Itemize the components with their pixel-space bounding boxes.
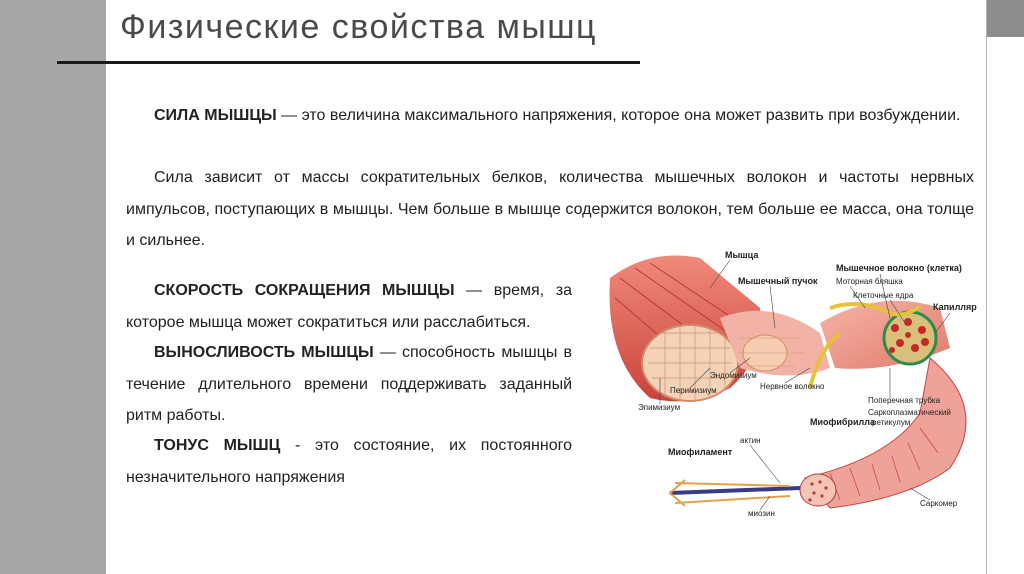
label-nerve-fiber: Нервное волокно: [760, 382, 825, 391]
page-title: Физические свойства мышц: [120, 8, 598, 46]
paragraph-strength: [126, 100, 974, 132]
label-epimysium: Эпимизиум: [638, 403, 681, 412]
label-myosin: миозин: [748, 509, 775, 518]
corner-block: [987, 0, 1024, 37]
myofilament-illustration: [670, 480, 800, 506]
definition-strength: — это величина максимального напряжения, которое она может развить при возбуждении.: [276, 107, 961, 124]
label-sr-2: ретикулум: [872, 418, 911, 427]
label-bundle: Мышечный пучок: [738, 276, 818, 286]
label-capillary: Капилляр: [933, 302, 977, 312]
muscle-structure-diagram: [590, 238, 990, 528]
myofibril-illustration: [800, 358, 966, 508]
term-tone: ТОНУС МЫШЦ: [154, 437, 281, 454]
left-sidebar-bar: [0, 0, 106, 574]
label-fiber: Мышечное волокно (клетка): [836, 263, 962, 273]
term-strength: СИЛА МЫШЦЫ: [154, 107, 277, 124]
label-sarcomere: Саркомер: [920, 499, 958, 508]
term-endurance: ВЫНОСЛИВОСТЬ МЫШЦЫ: [154, 344, 374, 361]
label-myofilament: Миофиламент: [668, 447, 733, 457]
strength-factors-text: Сила зависит от массы сократительных белков, количества мышечных волокон и частоты нервных импульсов, поступающих в мышцы. Чем больше в мышце содержится волокон, тем больше ее масса, она толще и сильнее.: [126, 169, 974, 249]
definition-endurance: — способность мышцы в течение длительного времени поддерживать заданный ритм работы.: [126, 344, 572, 424]
label-t-tubule: Поперечная трубка: [868, 396, 941, 405]
title-underline: [57, 61, 640, 64]
definition-speed: — время, за которое мышца может сократиться или расслабиться.: [126, 282, 572, 331]
label-perimysium: Перимизиум: [670, 386, 717, 395]
label-motor-plaque: Моторная бляшка: [836, 277, 903, 286]
term-speed: СКОРОСТЬ СОКРАЩЕНИЯ МЫШЦЫ: [154, 282, 455, 299]
paragraph-speed: [126, 275, 572, 338]
label-sr: Саркоплазматический: [868, 408, 951, 417]
label-muscle: Мышца: [725, 250, 759, 260]
label-actin: актин: [740, 436, 761, 445]
label-myofibril: Миофибрилла: [810, 417, 875, 427]
label-endomysium: Эндомизиум: [710, 371, 757, 380]
definition-tone: - это состояние, их постоянного незначительного напряжения: [126, 437, 572, 486]
paragraph-tone: [126, 430, 572, 493]
label-nuclei: Клеточные ядра: [853, 291, 914, 300]
paragraph-endurance: [126, 337, 572, 432]
